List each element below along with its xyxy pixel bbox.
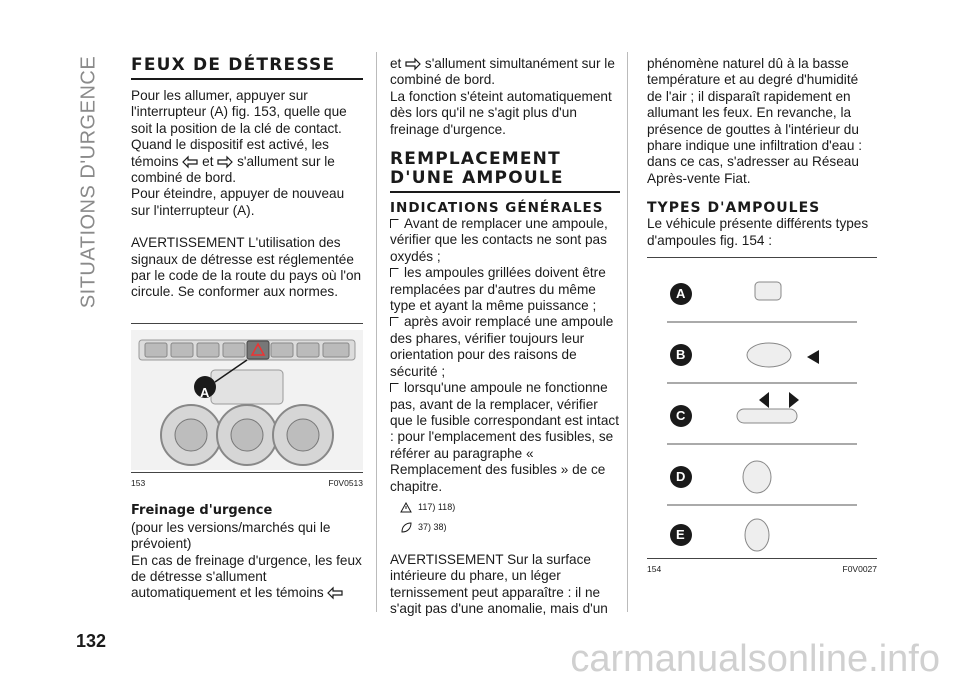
left-turn-signal-icon — [182, 155, 198, 169]
figure-code: F0V0027 — [842, 564, 877, 575]
environment-references: 37) 38) — [400, 519, 620, 535]
warning-text: AVERTISSEMENT Sur la surface intérieure du phare, un léger ternissement peut apparaître : il ne s'agit pas d'une anomalie, mais d'un — [390, 551, 608, 616]
warning-references: 117) 118) — [400, 499, 620, 515]
right-turn-signal-icon — [405, 57, 421, 71]
column-1 — [131, 56, 363, 602]
figure-number: 153 — [131, 477, 146, 488]
watermark: carmanualsonline.info — [570, 638, 940, 680]
paragraph: et s'allument simultanément sur le combiné de bord. — [390, 56, 615, 88]
column-3 — [647, 56, 877, 577]
figure-153 — [131, 330, 363, 470]
subheading: Freinage d'urgence — [131, 503, 273, 519]
section-heading: FEUX DE DÉTRESSE — [131, 56, 363, 80]
page-number: 132 — [76, 631, 107, 651]
figure-154 — [647, 262, 877, 558]
right-turn-signal-icon — [217, 155, 233, 169]
figure-bottom-rule — [647, 558, 877, 559]
section-heading: TYPES D'AMPOULES — [647, 200, 821, 217]
bulb-label-b: B — [676, 347, 686, 363]
paragraph: La fonction s'éteint automatiquement dès lors qu'il ne s'agit plus d'un freinage d'urgence. — [390, 88, 612, 137]
section-heading: REMPLACEMENT D'UNE AMPOULE — [390, 150, 620, 193]
column-2 — [390, 56, 620, 617]
figure-caption — [131, 475, 363, 491]
figure-top-rule — [131, 323, 363, 324]
bullet-item: après avoir remplacé une ampoule des phares, vérifier toujours leur orientation pour des raisons de sécurité ; — [390, 314, 620, 380]
bullet-item: les ampoules grillées doivent être remplacées par d'autres du même type et ayant la même puissance ; — [390, 265, 620, 314]
figure-number: 154 — [647, 564, 662, 575]
warning-text: AVERTISSEMENT L'utilisation des signaux de détresse est réglementée par le code de la route du pays où l'on circule. Se conformer aux normes. — [131, 235, 362, 300]
bulb-label-d: D — [676, 469, 686, 485]
environment-leaf-icon — [400, 522, 412, 533]
bullet-item: lorsqu'une ampoule ne fonctionne pas, avant de la remplacer, vérifier que le fusible correspondant est intact : pour l'emplacement des fusibles, se référer au paragraphe « Remplacement des fusibles » de ce chapitre. — [390, 380, 619, 494]
bulb-label-c: C — [676, 408, 686, 424]
left-turn-signal-icon — [327, 586, 343, 600]
callout-label-a: A — [200, 384, 210, 400]
figure-caption — [647, 561, 877, 577]
column-divider — [627, 52, 628, 612]
paragraph: phénomène naturel dû à la basse température et au degré d'humidité de l'air ; il disparaît rapidement en allumant les feux. En revanche, la présence de gouttes à l'intérieur du phare indique une infiltration d'eau : dans ce cas, s'adresser au Réseau Après-vente Fiat. — [647, 56, 862, 186]
section-side-title: SITUATIONS D'URGENCE — [77, 55, 100, 309]
paragraph: témoins et s'allument sur le combiné de bord. — [131, 153, 335, 186]
warning-triangle-icon — [400, 502, 412, 513]
figure-bottom-rule — [131, 472, 363, 473]
paragraph: Pour les allumer, appuyer sur l'interrupteur (A) fig. 153, quelle que soit la position de la clé de contact. Quand le dispositif est activé, les — [131, 88, 347, 153]
subsection-heading: INDICATIONS GÉNÉRALES — [390, 200, 604, 217]
bulb-label-e: E — [676, 527, 685, 543]
figure-top-rule — [647, 257, 877, 258]
column-divider — [376, 52, 377, 612]
paragraph: (pour les versions/marchés qui le prévoient) — [131, 519, 331, 552]
bullet-item: Avant de remplacer une ampoule, vérifier que les contacts ne sont pas oxydés ; — [390, 216, 620, 265]
paragraph: En cas de freinage d'urgence, les feux de détresse s'allument automatiquement et les témoins — [131, 552, 362, 601]
figure-code: F0V0513 — [328, 477, 363, 488]
paragraph: Le véhicule présente différents types d'ampoules fig. 154 : — [647, 216, 869, 248]
bulb-label-a: A — [676, 286, 686, 302]
paragraph: Pour éteindre, appuyer de nouveau sur l'interrupteur (A). — [131, 186, 345, 218]
dashboard-controls-image — [131, 330, 363, 470]
